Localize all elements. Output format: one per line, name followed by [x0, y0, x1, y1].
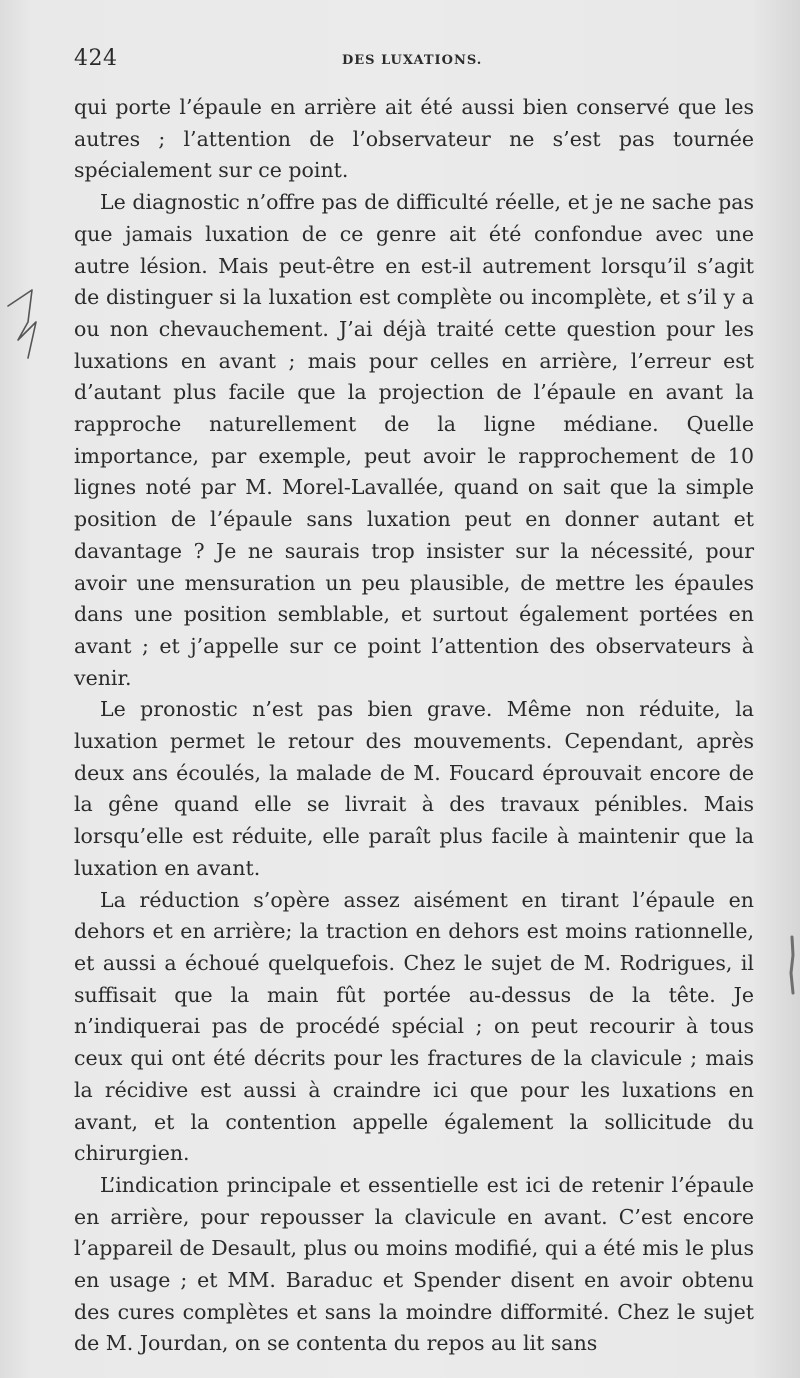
page-number: 424 [74, 46, 118, 71]
paragraph-reduction: La réduction s’opère assez aisément en tirant l’épaule en dehors et en arrière; la traction en dehors est moins rationnelle, et aussi a échoué quelquefois. Chez le sujet de M. Rodrigues, il suffisait que la main fût portée au-dessus de la tête. Je n’indiquerai pas de procédé spécial ; on peut recourir à tous ceux qui ont été décrits pour les fractures de la clavicule ; mais la récidive est aussi à craindre ici que pour les luxations en avant, et la contention appelle également la sollicitude du chirurgien. [74, 887, 754, 1166]
paragraph-diagnostic: Le diagnostic n’offre pas de difficulté réelle, et je ne sache pas que jamais luxation de ce genre ait été confondue avec une autre lésion. Mais peut-être en est-il autrement lorsqu’il s’agit de distinguer si la luxation est complète ou incomplète, et s’il y a ou non chevauchement. J’ai déjà traité cette question pour les luxations en avant ; mais pour celles en arrière, l’erreur est d’autant plus facile que la projection de l’épaule en avant la rapproche naturellement de la ligne médiane. Quelle importance, par exemple, peut avoir le rapprochement de 10 lignes noté par M. Morel-Lavallée, quand on sait que la simple position de l’épaule sans luxation peut en donner autant et davantage ? Je ne saurais trop insister sur la nécessité, pour avoir une mensuration un peu plausible, de mettre les épaules dans une position semblable, et surtout également portées en avant ; et j’appelle sur ce point l’attention des observateurs à venir. [74, 190, 754, 690]
paragraph-1: qui porte l’épaule en arrière ait été aussi bien conservé que les autres ; l’attention de l’observateur ne s’est pas tournée spécialement sur ce point. [74, 95, 754, 183]
body-text [74, 92, 754, 1360]
page-edge-smudge [786, 935, 798, 995]
running-title: DES LUXATIONS. [342, 53, 483, 68]
page-header [74, 44, 714, 78]
paragraph-indication: L’indication principale et essentielle est ici de retenir l’épaule en arrière, pour repousser la clavicule en avant. C’est encore l’appareil de Desault, plus ou moins modifié, qui a été mis le plus en usage ; et MM. Baraduc et Spender disent en avoir obtenu des cures complètes et sans la moindre difformité. Chez le sujet de M. Jourdan, on se contenta du repos au lit sans [74, 1172, 754, 1356]
paragraph-pronostic: Le pronostic n’est pas bien grave. Même non réduite, la luxation permet le retour des mouvements. Cependant, après deux ans écoulés, la malade de M. Foucard éprouvait encore de la gêne quand elle se livrait à des travaux pénibles. Mais lorsqu’elle est réduite, elle paraît plus facile à maintenir que la luxation en avant. [74, 697, 754, 880]
handwritten-margin-mark [4, 282, 44, 382]
